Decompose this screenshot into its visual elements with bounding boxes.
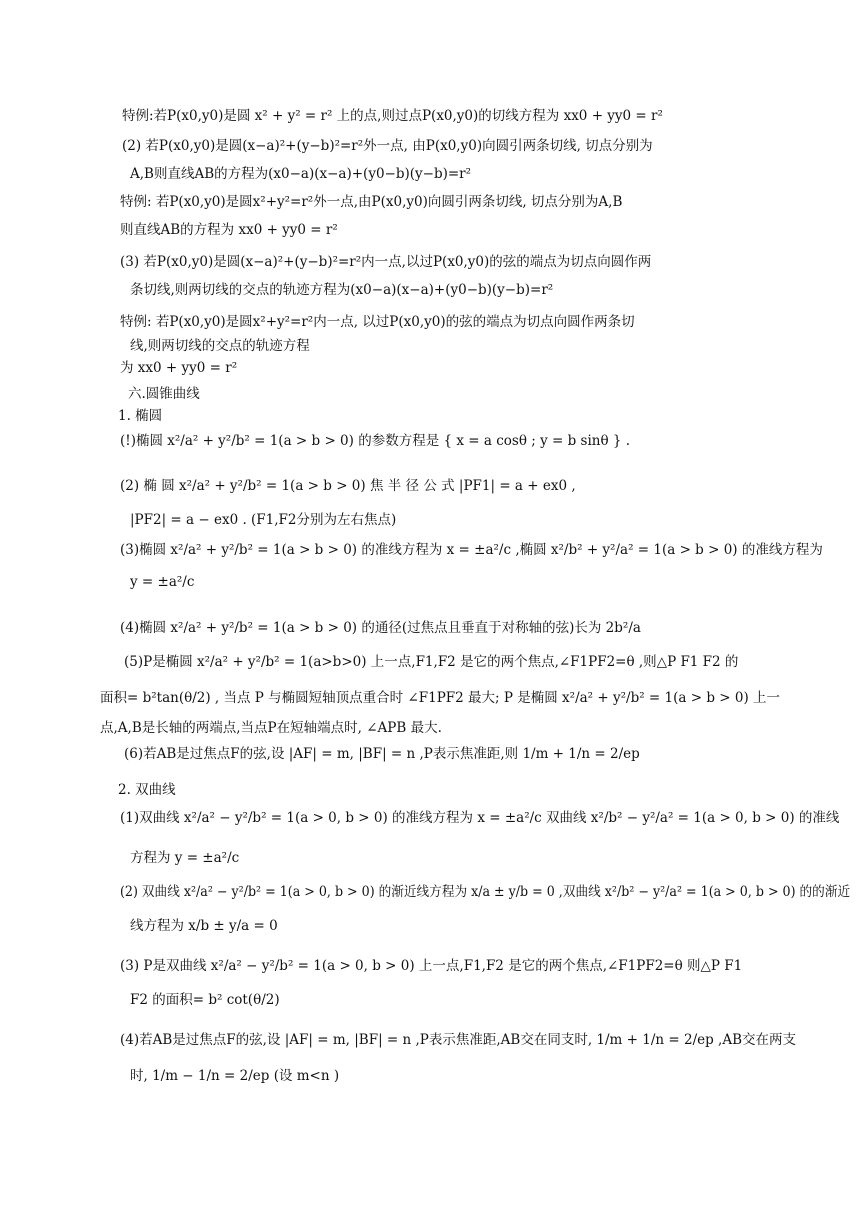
text-line: 线,则两切线的交点的轨迹方程 [130, 338, 310, 354]
text-line: 为 xx0 + yy0 = r² [120, 360, 238, 376]
text-line: (4)若AB是过焦点F的弦,设 |AF| = m, |BF| = n ,P表示焦准距,AB交在同支时, 1/m + 1/n = 2/ep ,AB交在两支 [120, 1032, 796, 1048]
text-line: (4)椭圆 x²/a² + y²/b² = 1(a > b > 0) 的通径(过焦点且垂直于对称轴的弦)长为 2b²/a [120, 620, 641, 636]
text-line: 特例:若P(x0,y0)是圆 x² + y² = r² 上的点,则过点P(x0,y0)的切线方程为 xx0 + yy0 = r² [122, 108, 663, 124]
text-line: 条切线,则两切线的交点的轨迹方程为(x0−a)(x−a)+(y0−b)(y−b)=r² [130, 282, 554, 298]
text-line: F2 的面积= b² cot(θ/2) [130, 992, 280, 1008]
text-line: (2) 双曲线 x²/a² − y²/b² = 1(a > 0, b > 0) 的渐近线方程为 x/a ± y/b = 0 ,双曲线 x²/b² − y²/a² = 1(a > 0, b > 0) 的的渐近 [120, 884, 851, 900]
text-line: y = ±a²/c [130, 574, 195, 590]
text-line: (!)椭圆 x²/a² + y²/b² = 1(a > b > 0) 的参数方程是 { x = a cosθ ; y = b sinθ } . [120, 433, 631, 449]
text-line: A,B则直线AB的方程为(x0−a)(x−a)+(y0−b)(y−b)=r² [130, 166, 472, 182]
text-line: 线方程为 x/b ± y/a = 0 [130, 918, 278, 934]
text-line: (6)若AB是过焦点F的弦,设 |AF| = m, |BF| = n ,P表示焦准距,则 1/m + 1/n = 2/ep [124, 746, 640, 762]
text-line: (1)双曲线 x²/a² − y²/b² = 1(a > 0, b > 0) 的准线方程为 x = ±a²/c 双曲线 x²/b² − y²/a² = 1(a > 0, b > 0) 的准线 [120, 810, 840, 826]
text-line: 则直线AB的方程为 xx0 + yy0 = r² [120, 222, 338, 238]
text-line: 时, 1/m − 1/n = 2/ep (设 m<n ) [130, 1068, 340, 1084]
text-line: (5)P是椭圆 x²/a² + y²/b² = 1(a>b>0) 上一点,F1,F2 是它的两个焦点,∠F1PF2=θ ,则△P F1 F2 的 [124, 654, 739, 670]
subsection-heading: 2. 双曲线 [118, 782, 176, 798]
text-line: 特例: 若P(x0,y0)是圆x²+y²=r²外一点,由P(x0,y0)向圆引两条切线, 切点分别为A,B [120, 194, 623, 210]
text-line: |PF2| = a − ex0 . (F1,F2分别为左右焦点) [130, 512, 397, 528]
text-line: 面积= b²tan(θ/2) , 当点 P 与椭圆短轴顶点重合时 ∠F1PF2 最大; P 是椭圆 x²/a² + y²/b² = 1(a > b > 0) 上一 [100, 690, 781, 706]
text-line: (3) P是双曲线 x²/a² − y²/b² = 1(a > 0, b > 0) 上一点,F1,F2 是它的两个焦点,∠F1PF2=θ 则△P F1 [120, 958, 743, 974]
text-line: (3)椭圆 x²/a² + y²/b² = 1(a > b > 0) 的准线方程为 x = ±a²/c ,椭圆 x²/b² + y²/a² = 1(a > b > 0) 的准线方程为 [120, 542, 823, 558]
text-line: 点,A,B是长轴的两端点,当点P在短轴端点时, ∠APB 最大. [100, 720, 442, 736]
text-line: (3) 若P(x0,y0)是圆(x−a)²+(y−b)²=r²内一点,以过P(x0,y0)的弦的端点为切点向圆作两 [120, 254, 652, 270]
text-line: (2) 椭 圆 x²/a² + y²/b² = 1(a > b > 0) 焦 半 径 公 式 |PF1| = a + ex0 , [120, 478, 576, 494]
section-heading: 六.圆锥曲线 [128, 386, 200, 402]
text-line: 方程为 y = ±a²/c [130, 850, 240, 866]
text-line: (2) 若P(x0,y0)是圆(x−a)²+(y−b)²=r²外一点, 由P(x0,y0)向圆引两条切线, 切点分别为 [122, 138, 653, 154]
subsection-heading: 1. 椭圆 [118, 408, 163, 424]
text-line: 特例: 若P(x0,y0)是圆x²+y²=r²内一点, 以过P(x0,y0)的弦的端点为切点向圆作两条切 [120, 314, 635, 330]
